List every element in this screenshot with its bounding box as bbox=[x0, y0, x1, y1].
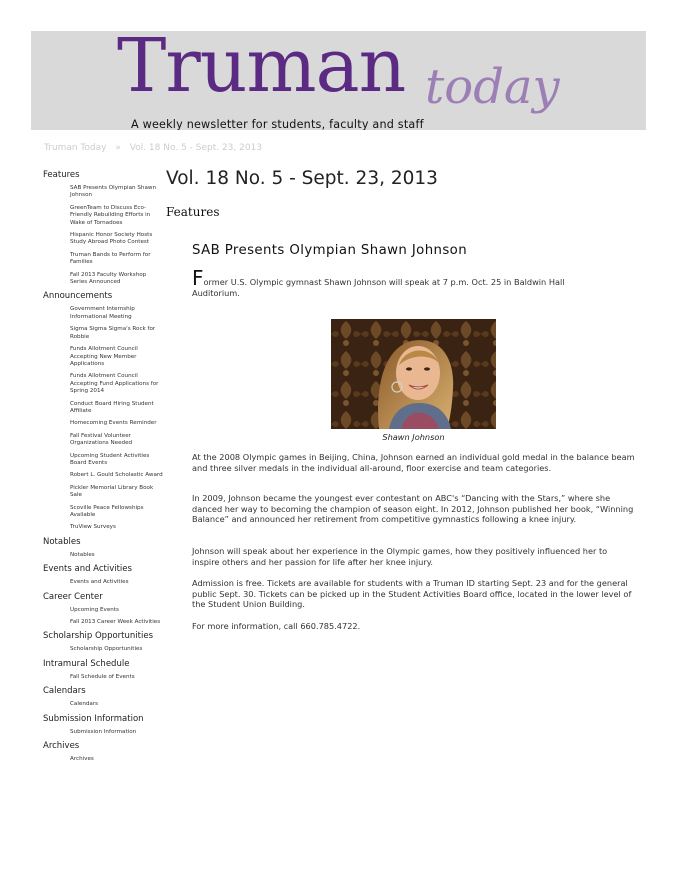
sidebar-item-link[interactable]: SAB Presents Olympian Shawn Johnson bbox=[70, 185, 156, 199]
sidebar-item-link[interactable]: Truman Bands to Perform for Families bbox=[70, 251, 151, 266]
article-title: SAB Presents Olympian Shawn Johnson bbox=[192, 243, 468, 258]
sidebar-section-items bbox=[43, 729, 173, 736]
breadcrumb-current: Vol. 18 No. 5 - Sept. 23, 2013 bbox=[129, 143, 263, 153]
article-paragraph: Admission is free. Tickets are available for students with a Truman ID starting Sept. 23 and for the general public Sept. 30. Tickets can be picked up in the Student Activities Board office, located in the lower level of the Student Union Building. bbox=[192, 578, 632, 609]
brand-script: today bbox=[425, 59, 560, 115]
breadcrumb-separator: » bbox=[115, 143, 121, 153]
sidebar-item-link[interactable]: Fall 2013 Career Week Activities bbox=[70, 619, 161, 626]
sidebar-section-title[interactable]: Submission Information bbox=[43, 713, 144, 724]
sidebar-item-link[interactable]: Robert L. Gould Scholastic Award bbox=[70, 472, 163, 479]
sidebar-section-title[interactable]: Notables bbox=[43, 536, 81, 547]
sidebar-section-title[interactable]: Intramural Schedule bbox=[43, 658, 130, 669]
sidebar-item-link[interactable]: Fall Festival Volunteer Organizations Needed bbox=[70, 432, 133, 447]
masthead-banner bbox=[31, 31, 646, 130]
sidebar-item-link[interactable]: GreenTeam to Discuss Eco-Friendly Rebuilding Efforts in Wake of Tornadoes bbox=[70, 204, 151, 226]
sidebar-section-items bbox=[43, 607, 173, 627]
lead-drop-cap: F bbox=[192, 266, 204, 290]
sidebar-item-link[interactable]: Archives bbox=[70, 756, 94, 763]
sidebar-section-items bbox=[43, 552, 173, 559]
sidebar-item-link[interactable]: Scoville Peace Fellowships Available bbox=[70, 504, 144, 518]
sidebar-item-link[interactable]: Pickler Memorial Library Book Sale bbox=[70, 484, 154, 499]
sidebar-section-title[interactable]: Career Center bbox=[43, 591, 103, 602]
sidebar-item-link[interactable]: Upcoming Events bbox=[70, 606, 119, 613]
sidebar-section-title[interactable]: Announcements bbox=[43, 291, 113, 302]
sidebar-section-items bbox=[43, 674, 173, 681]
article-paragraph: For more information, call 660.785.4722. bbox=[192, 621, 361, 631]
sidebar-item-link[interactable]: TruView Surveys bbox=[70, 524, 116, 531]
sidebar-section-title[interactable]: Scholarship Opportunities bbox=[43, 631, 153, 642]
sidebar-section-items bbox=[43, 701, 173, 708]
brand-wordmark: Truman bbox=[117, 31, 406, 109]
sidebar-item-link[interactable]: Funds Allotment Council Accepting Fund Applications for Spring 2014 bbox=[70, 373, 159, 395]
sidebar-item-link[interactable]: Calendars bbox=[70, 701, 99, 708]
sidebar-section-items bbox=[43, 579, 173, 586]
sidebar-item-link[interactable]: Homecoming Events Reminder bbox=[70, 420, 157, 427]
sidebar-item-link[interactable]: Hispanic Honor Society Hosts Study Abroad Photo Contest bbox=[70, 232, 153, 246]
sidebar-section-title[interactable]: Archives bbox=[43, 741, 80, 752]
article-photo bbox=[331, 319, 496, 429]
sidebar-section-title[interactable]: Calendars bbox=[43, 686, 86, 697]
sidebar-section-items bbox=[43, 306, 173, 531]
sidebar-item-link[interactable]: Conduct Board Hiring Student Affiliate bbox=[70, 400, 154, 414]
article-lead bbox=[192, 266, 612, 299]
sidebar-item-link[interactable]: Fall Schedule of Events bbox=[70, 673, 135, 680]
sidebar-item-link[interactable]: Funds Allotment Council Accepting New Member Applications bbox=[70, 346, 138, 367]
issue-title: Vol. 18 No. 5 - Sept. 23, 2013 bbox=[166, 168, 438, 189]
sidebar-section-items bbox=[43, 646, 173, 653]
masthead-tagline: A weekly newsletter for students, faculty and staff bbox=[131, 118, 424, 130]
sidebar-item-link[interactable]: Events and Activities bbox=[70, 579, 129, 586]
sidebar-section-items bbox=[43, 756, 173, 763]
sidebar-section-title[interactable]: Features bbox=[43, 170, 80, 180]
section-heading: Features bbox=[166, 205, 220, 219]
sidebar-item-link[interactable]: Government Internship Informational Meeting bbox=[70, 306, 135, 320]
sidebar-section-items bbox=[43, 185, 173, 286]
photo-caption: Shawn Johnson bbox=[382, 432, 445, 442]
sidebar-item-link[interactable]: Sigma Sigma Sigma's Rock for Robbie bbox=[70, 326, 156, 340]
article-paragraph: Johnson will speak about her experience in the Olympic games, how they positively influenced her to inspire others and her passion for life after her knee injury. bbox=[192, 546, 608, 567]
sidebar-item-link[interactable]: Upcoming Student Activities Board Events bbox=[70, 452, 150, 466]
sidebar-nav bbox=[43, 170, 173, 768]
sidebar-item-link[interactable]: Fall 2013 Faculty Workshop Series Announced bbox=[70, 271, 147, 286]
lead-text: ormer U.S. Olympic gymnast Shawn Johnson will speak at 7 p.m. Oct. 25 in Baldwin Hall Auditorium. bbox=[192, 277, 565, 298]
breadcrumb-home-link[interactable]: Truman Today bbox=[44, 143, 107, 153]
sidebar-section-title[interactable]: Events and Activities bbox=[43, 564, 132, 575]
breadcrumb bbox=[44, 143, 268, 153]
sidebar-item-link[interactable]: Submission Information bbox=[70, 728, 137, 735]
article-paragraph: In 2009, Johnson became the youngest ever contestant on ABC's “Dancing with the Stars,” where she danced her way to becoming the champion of season eight. In 2012, Johnson published her book, “Winning Balance” and announced her retirement from competitive gymnastics following a knee injury. bbox=[192, 493, 634, 524]
sidebar-item-link[interactable]: Notables bbox=[70, 551, 95, 558]
article-paragraph: At the 2008 Olympic games in Beijing, China, Johnson earned an individual gold medal in the balance beam and three silver medals in the individual all-around, floor exercise and team categories. bbox=[192, 452, 635, 473]
sidebar-item-link[interactable]: Scholarship Opportunities bbox=[70, 646, 143, 653]
